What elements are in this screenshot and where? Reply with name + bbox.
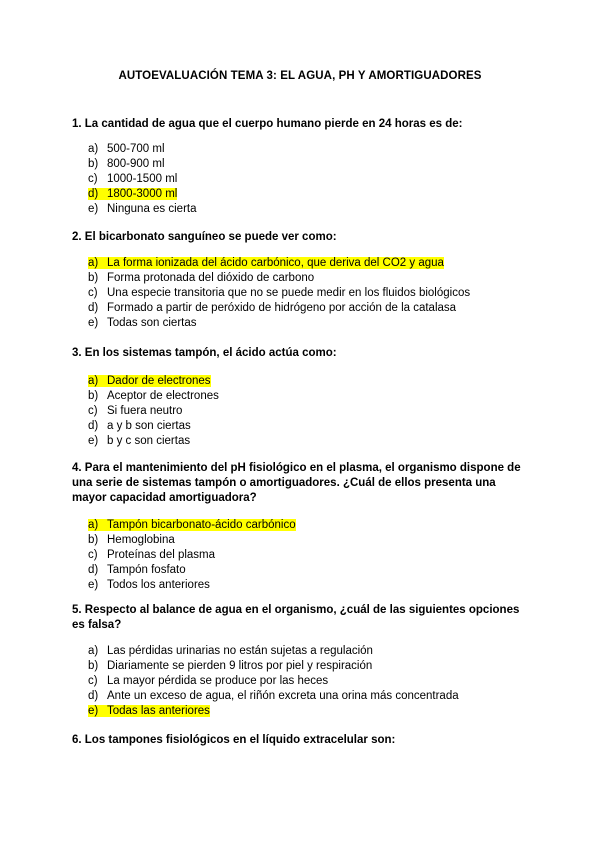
- option-1a: a) 500-700 ml: [88, 143, 165, 155]
- option-3a-answer: a) Dador de electrones: [88, 375, 211, 387]
- option-3e: e) b y c son ciertas: [88, 435, 191, 447]
- question-3: 3. En los sistemas tampón, el ácido actúa como:: [72, 347, 337, 359]
- option-1c: c) 1000-1500 ml: [88, 173, 178, 185]
- question-6: 6. Los tampones fisiológicos en el líquido extracelular son:: [72, 734, 396, 746]
- question-3-options: [88, 374, 219, 449]
- option-3b: b) Aceptor de electrones: [88, 390, 219, 402]
- question-5-options: [88, 644, 459, 719]
- option-4c: c) Proteínas del plasma: [88, 549, 216, 561]
- option-5e-answer: e) Todas las anteriores: [88, 705, 210, 717]
- option-5b: b) Diariamente se pierden 9 litros por piel y respiración: [88, 660, 373, 672]
- option-5d: d) Ante un exceso de agua, el riñón excreta una orina más concentrada: [88, 690, 459, 702]
- question-1: 1. La cantidad de agua que el cuerpo humano pierde en 24 horas es de:: [72, 118, 463, 130]
- option-2b: b) Forma protonada del dióxido de carbono: [88, 272, 315, 284]
- question-1-options: [88, 142, 197, 217]
- document-title: AUTOEVALUACIÓN TEMA 3: EL AGUA, PH Y AMORTIGUADORES: [118, 70, 482, 82]
- question-2: 2. El bicarbonato sanguíneo se puede ver como:: [72, 231, 337, 243]
- question-4-options: [88, 518, 296, 593]
- option-3c: c) Si fuera neutro: [88, 405, 183, 417]
- question-4: 4. Para el mantenimiento del pH fisiológico en el plasma, el organismo dispone de una serie de sistemas tampón o amortiguadores. ¿Cuál de ellos presenta una mayor capacidad amortiguadora?: [72, 462, 521, 504]
- option-4b: b) Hemoglobina: [88, 534, 175, 546]
- option-4d: d) Tampón fosfato: [88, 564, 186, 576]
- option-2c: c) Una especie transitoria que no se puede medir en los fluidos biológicos: [88, 287, 471, 299]
- option-4a-answer: a) Tampón bicarbonato-ácido carbónico: [88, 519, 296, 531]
- option-1d-answer: d) 1800-3000 ml: [88, 188, 178, 200]
- question-2-options: [88, 256, 470, 331]
- option-3d: d) a y b son ciertas: [88, 420, 191, 432]
- question-5: 5. Respecto al balance de agua en el organismo, ¿cuál de las siguientes opciones es falsa?: [72, 604, 520, 631]
- option-2a-answer: a) La forma ionizada del ácido carbónico, que deriva del CO2 y agua: [88, 257, 444, 269]
- option-1e: e) Ninguna es cierta: [88, 203, 197, 215]
- option-5c: c) La mayor pérdida se produce por las heces: [88, 675, 329, 687]
- option-1b: b) 800-900 ml: [88, 158, 165, 170]
- option-4e: e) Todos los anteriores: [88, 579, 210, 591]
- option-2e: e) Todas son ciertas: [88, 317, 197, 329]
- option-2d: d) Formado a partir de peróxido de hidrógeno por acción de la catalasa: [88, 302, 457, 314]
- option-5a: a) Las pérdidas urinarias no están sujetas a regulación: [88, 645, 373, 657]
